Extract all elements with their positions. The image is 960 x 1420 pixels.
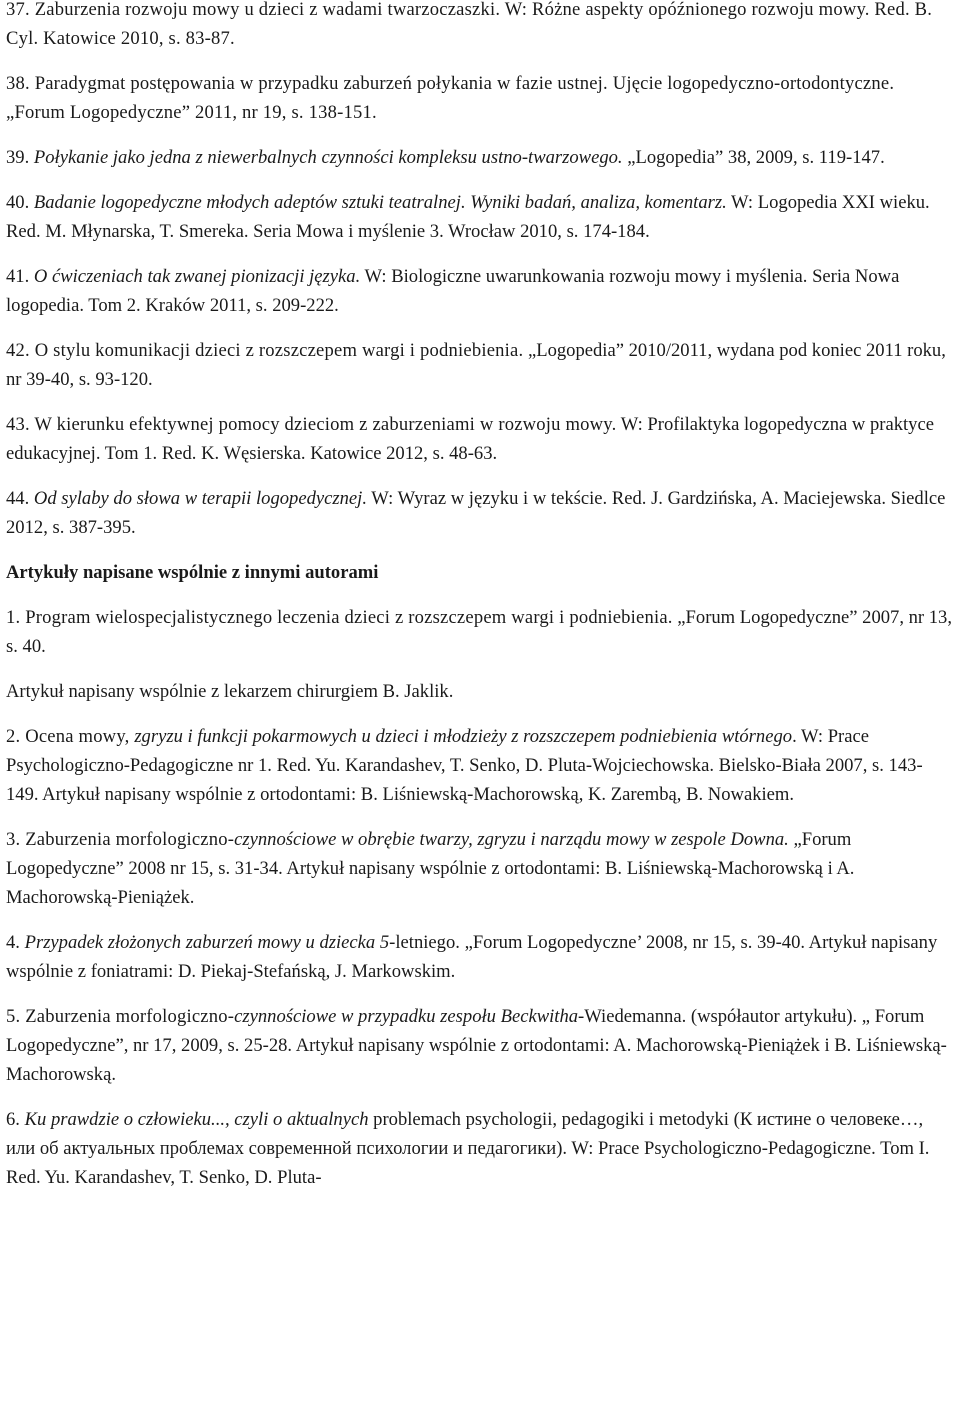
italic-title-text: Przypadek złożonych zaburzeń mowy u dziecka 5-	[24, 932, 396, 953]
citation-text: 40.	[6, 192, 34, 213]
citation-text: „Logopedia” 38, 2009, s. 119-147.	[622, 147, 885, 168]
coauthored-1	[6, 603, 954, 661]
citation-text: 42. O stylu komunikacji dzieci z rozszczepem wargi i podniebienia.	[6, 340, 524, 361]
citation-text: 5. Zaburzenia morfologiczno-	[6, 1006, 235, 1027]
citation-text: 1. Program wielospecjalistycznego leczenia dzieci z rozszczepem wargi i podniebienia.	[6, 607, 673, 628]
coauthored-4	[6, 928, 954, 986]
reference-38	[6, 69, 954, 127]
citation-text: „Logopedia” 2010/2011, wydana pod koniec 2011 roku, nr 39-40, s. 93-120.	[6, 340, 946, 390]
coauthored-5	[6, 1002, 954, 1089]
coauthored-3	[6, 825, 954, 912]
reference-44	[6, 484, 954, 542]
citation-text: „Forum Logopedyczne” 2008 nr 15, s. 31-34. Artykuł napisany wspólnie z ortodontami: B. Liśniewską-Machorowską i A. Machorowską-Pieniążek.	[6, 829, 855, 908]
citation-text: letniego. „Forum Logopedyczne’ 2008, nr 15, s. 39-40. Artykuł napisany wspólnie z foniatrami: D. Piekaj-Stefańską, J. Markowskim.	[6, 932, 938, 982]
italic-title-text: czynnościowe w przypadku zespołu Beckwitha-	[234, 1006, 585, 1027]
italic-title-text: Od sylaby do słowa w terapii logopedycznej.	[33, 488, 367, 509]
citation-text: W: Logopedia XXI wieku. Red. M. Młynarska, T. Smereka. Seria Mowa i myślenie 3. Wrocław 2010, s. 174-184.	[6, 192, 930, 242]
citation-text: problemach psychologii, pedagogiki i metodyki (К истине о человеке…, или об актуальных проблемах современной психологии и педагогики). W: Prace Psychologiczno-Pedagogiczne. Tom I. Red. Yu. Karandashev, T. Senko, D. Pluta-	[6, 1109, 930, 1188]
reference-40	[6, 188, 954, 246]
italic-title-text: Połykanie jako jedna z niewerbalnych czynności kompleksu ustno-twarzowego.	[33, 147, 623, 168]
italic-title-text: Ku prawdzie o człowieku..., czyli o aktualnych	[24, 1109, 369, 1130]
citation-text: . W: Prace Psychologiczno-Pedagogiczne nr 1. Red. Yu. Karandashev, T. Senko, D. Pluta-Wojciechowska. Bielsko-Biała 2007, s. 143-149. Artykuł napisany wspólnie z ortodontami: B. Liśniewską-Machorowską, K. Zarembą, B. Nowakiem.	[6, 726, 923, 805]
citation-text: W: Profilaktyka logopedyczna w praktyce edukacyjnej. Tom 1. Red. K. Węsierska. Katowice 2012, s. 48-63.	[6, 414, 934, 464]
citation-text: 41.	[6, 266, 34, 287]
section-heading	[6, 558, 954, 587]
italic-title-text: zgryzu i funkcji pokarmowych u dzieci i młodzieży z rozszczepem podniebienia wtórnego	[134, 726, 793, 747]
document-page	[6, 0, 954, 1208]
reference-41	[6, 262, 954, 320]
reference-43	[6, 410, 954, 468]
citation-text: Wiedemanna. (współautor artykułu). „ Forum Logopedyczne”, nr 17, 2009, s. 25-28. Artykuł napisany wspólnie z ortodontami: A. Machorowską-Pieniążek i B. Liśniewską-Machorowską.	[6, 1006, 947, 1085]
citation-text: „Forum Logopedyczne” 2007, nr 13, s. 40.	[6, 607, 953, 657]
citation-text: 6.	[6, 1109, 25, 1130]
citation-text: 38. Paradygmat postępowania w przypadku zaburzeń połykania w fazie ustnej. Ujęcie logopedyczno-ortodontyczne. „Forum Logopedyczne” 2011, nr 19, s. 138-151.	[6, 73, 895, 123]
citation-text: Artykuły napisane wspólnie z innymi autorami	[6, 562, 379, 583]
citation-text: 43. W kierunku efektywnej pomocy dzieciom z zaburzeniami w rozwoju mowy.	[6, 414, 617, 435]
citation-text: 2. Ocena mowy,	[6, 726, 135, 747]
citation-text: 37. Zaburzenia rozwoju mowy u dzieci z wadami twarzoczaszki. W: Różne aspekty opóźnionego rozwoju mowy. Red. B. Cyl. Katowice 2010, s. 83-87.	[6, 0, 933, 49]
reference-42	[6, 336, 954, 394]
citation-text: W: Wyraz w języku i w tekście. Red. J. Gardzińska, A. Maciejewska. Siedlce 2012, s. 387-395.	[6, 488, 946, 538]
coauthored-6	[6, 1105, 954, 1192]
citation-text: 3. Zaburzenia morfologiczno-	[6, 829, 235, 850]
coauthored-1-note	[6, 677, 954, 706]
citation-text: 4.	[6, 932, 25, 953]
reference-39	[6, 143, 954, 172]
italic-title-text: O ćwiczeniach tak zwanej pionizacji języka.	[33, 266, 361, 287]
citation-text: Artykuł napisany wspólnie z lekarzem chirurgiem B. Jaklik.	[6, 681, 454, 702]
citation-text: 39.	[6, 147, 34, 168]
reference-37	[6, 0, 954, 53]
italic-title-text: Badanie logopedyczne młodych adeptów sztuki teatralnej. Wyniki badań, analiza, komentarz.	[33, 192, 727, 213]
coauthored-2	[6, 722, 954, 809]
citation-text: 44.	[6, 488, 34, 509]
italic-title-text: czynnościowe w obrębie twarzy, zgryzu i narządu mowy w zespole Downa.	[234, 829, 789, 850]
citation-text: W: Biologiczne uwarunkowania rozwoju mowy i myślenia. Seria Nowa logopedia. Tom 2. Kraków 2011, s. 209-222.	[6, 266, 900, 316]
